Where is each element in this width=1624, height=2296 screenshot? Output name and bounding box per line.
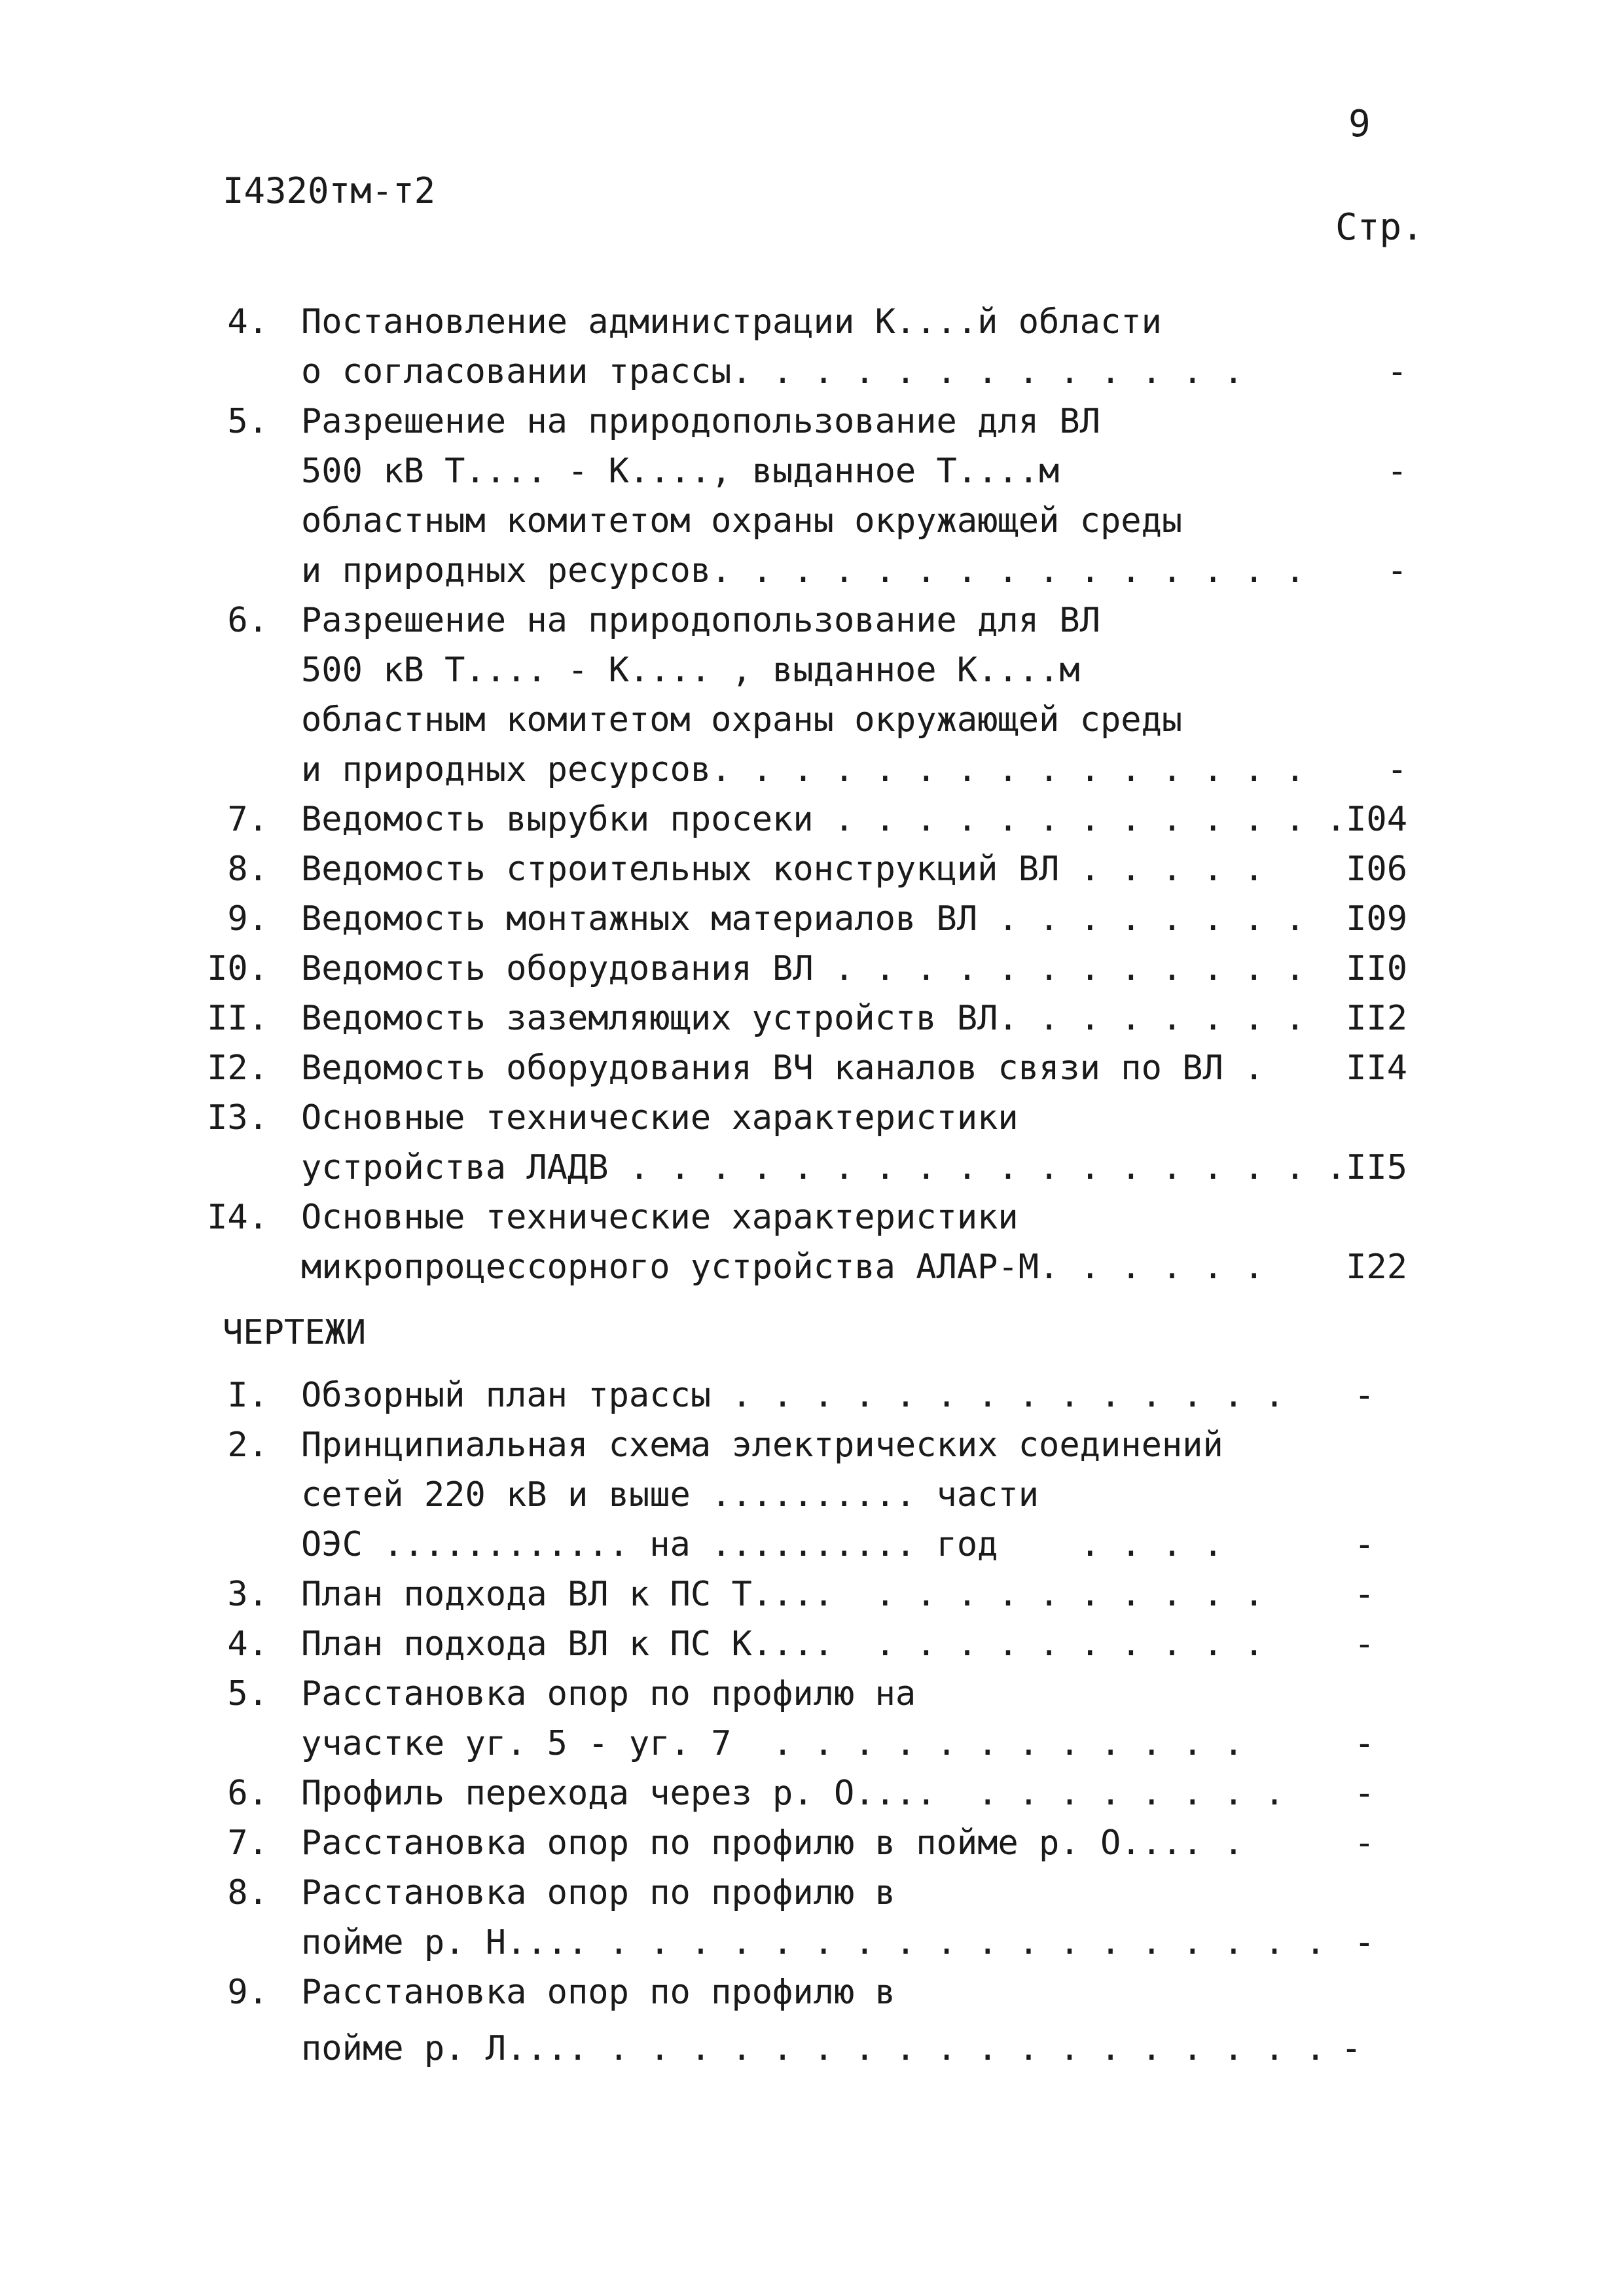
drawing-line: План подхода ВЛ к ПС Т.... . . . . . . . . . . [301, 1575, 1265, 1614]
item-line: областным комитетом охраны окружающей среды [301, 700, 1183, 740]
item-number: II. [207, 999, 268, 1038]
drawing-line: ОЭС ............ на .......... год . . . . [301, 1525, 1223, 1564]
item-line: Ведомость монтажных материалов ВЛ . . . . . . . . [301, 899, 1306, 939]
drawing-number: 5. [227, 1674, 268, 1713]
drawing-line: Обзорный план трассы . . . . . . . . . . . . . . [301, 1376, 1285, 1415]
item-line: областным комитетом охраны окружающей среды [301, 501, 1183, 541]
drawing-line: Расстановка опор по профилю в [301, 1873, 895, 1912]
item-line: Ведомость строительных конструкций ВЛ . . . . . [301, 850, 1265, 889]
drawing-line: сетей 220 кВ и выше .......... части [301, 1475, 1039, 1515]
item-number: 5. [227, 402, 268, 441]
item-line: Ведомость оборудования ВЛ . . . . . . . . . . . . [301, 949, 1306, 988]
item-page: - [1386, 352, 1407, 391]
item-number: 4. [227, 302, 268, 342]
drawing-page: - [1341, 2029, 1362, 2068]
drawing-number: 9. [227, 1973, 268, 2012]
drawing-number: 4. [227, 1624, 268, 1664]
item-page: II2 [1346, 999, 1407, 1038]
drawing-page: - [1354, 1624, 1375, 1664]
drawing-page: - [1354, 1823, 1375, 1863]
item-line: Постановление администрации К....й области [301, 302, 1162, 342]
item-page: I22 [1346, 1247, 1407, 1287]
drawing-line: пойме р. Л.... . . . . . . . . . . . . . . . . . . [301, 2029, 1326, 2068]
item-page: II5 [1346, 1148, 1407, 1187]
drawing-page: - [1354, 1774, 1375, 1813]
drawings-title: ЧЕРТЕЖИ [223, 1313, 367, 1352]
drawing-line: Принципиальная схема электрических соединений [301, 1426, 1223, 1465]
page-number: 9 [1348, 103, 1371, 145]
drawing-number: 8. [227, 1873, 268, 1912]
item-line: микропроцессорного устройства АЛАР-М. . . . . . [301, 1247, 1265, 1287]
item-line: 500 кВ Т.... - К...., выданное Т....м [301, 452, 1060, 491]
drawing-line: Расстановка опор по профилю в пойме р. О.... . [301, 1823, 1244, 1863]
drawing-number: 6. [227, 1774, 268, 1813]
drawing-line: Расстановка опор по профилю в [301, 1973, 895, 2012]
item-number: 8. [227, 850, 268, 889]
drawing-page: - [1354, 1575, 1375, 1614]
drawing-page: - [1354, 1376, 1375, 1415]
item-number: I4. [207, 1198, 268, 1237]
drawing-page: - [1354, 1724, 1375, 1763]
item-page: II0 [1346, 949, 1407, 988]
drawing-line: План подхода ВЛ к ПС К.... . . . . . . . . . . [301, 1624, 1265, 1664]
page-column-label: Стр. [1335, 206, 1424, 249]
item-number: 7. [227, 800, 268, 839]
item-page: II4 [1346, 1049, 1407, 1088]
drawing-number: 3. [227, 1575, 268, 1614]
drawing-line: пойме р. Н.... . . . . . . . . . . . . . . . . . . [301, 1923, 1326, 1962]
item-line: 500 кВ Т.... - К.... , выданное К....м [301, 651, 1080, 690]
item-line: Ведомость вырубки просеки . . . . . . . . . . . . . [301, 800, 1346, 839]
drawing-line: Профиль перехода через р. О.... . . . . . . . . [301, 1774, 1285, 1813]
item-number: I3. [207, 1098, 268, 1138]
drawing-line: участке уг. 5 - уг. 7 . . . . . . . . . . . . [301, 1724, 1244, 1763]
item-line: и природных ресурсов. . . . . . . . . . . . . . . [301, 551, 1306, 590]
item-page: - [1386, 551, 1407, 590]
item-number: I0. [207, 949, 268, 988]
item-line: о согласовании трассы. . . . . . . . . . . . . [301, 352, 1244, 391]
item-page: I09 [1346, 899, 1407, 939]
item-number: 9. [227, 899, 268, 939]
item-line: Разрешение на природопользование для ВЛ [301, 601, 1100, 640]
drawing-page: - [1354, 1525, 1375, 1564]
document-code: I4320тм-т2 [223, 170, 436, 211]
item-page: - [1386, 452, 1407, 491]
item-line: Основные технические характеристики [301, 1198, 1019, 1237]
drawing-number: I. [227, 1376, 268, 1415]
drawing-line: Расстановка опор по профилю на [301, 1674, 916, 1713]
item-number: I2. [207, 1049, 268, 1088]
item-line: и природных ресурсов. . . . . . . . . . . . . . . [301, 750, 1306, 789]
item-line: Основные технические характеристики [301, 1098, 1019, 1138]
item-page: I04 [1346, 800, 1407, 839]
item-line: Разрешение на природопользование для ВЛ [301, 402, 1100, 441]
drawing-page: - [1354, 1923, 1375, 1962]
item-line: устройства ЛАДВ . . . . . . . . . . . . . . . . . . [301, 1148, 1346, 1187]
item-page: - [1386, 750, 1407, 789]
drawing-number: 2. [227, 1426, 268, 1465]
item-number: 6. [227, 601, 268, 640]
item-line: Ведомость оборудования ВЧ каналов связи по ВЛ . [301, 1049, 1265, 1088]
item-page: I06 [1346, 850, 1407, 889]
item-line: Ведомость заземляющих устройств ВЛ. . . . . . . . [301, 999, 1306, 1038]
drawing-number: 7. [227, 1823, 268, 1863]
